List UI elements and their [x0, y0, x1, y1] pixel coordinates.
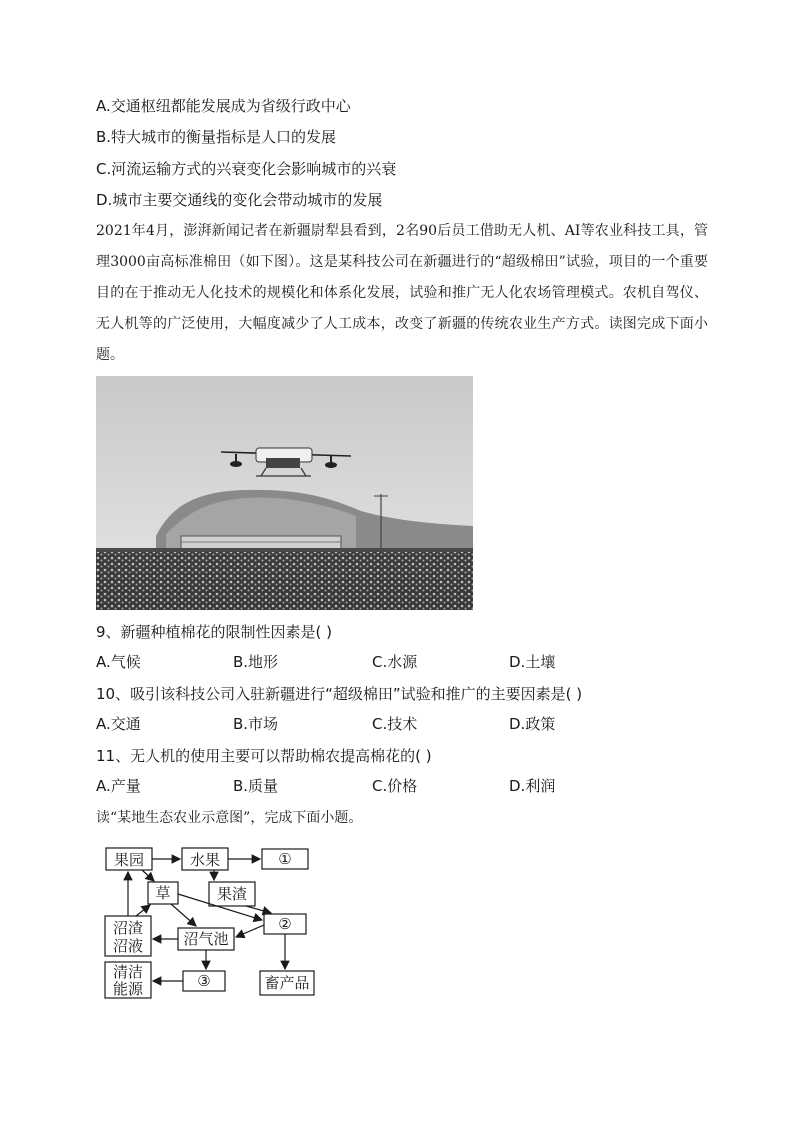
blank1-label: ① — [278, 850, 292, 868]
q9-options — [96, 652, 716, 672]
q10-option-c: C.技术 — [372, 715, 418, 733]
q10-option-d: D.政策 — [509, 715, 556, 733]
option-a-prev: A.交通枢纽都能发展成为省级行政中心 — [96, 97, 351, 115]
fruit-label: 水果 — [189, 851, 221, 869]
q11-options — [96, 776, 716, 796]
q10-option-a: A.交通 — [96, 715, 141, 733]
q9-option-d: D.土壤 — [509, 653, 556, 671]
option-b-prev: B.特大城市的衡量指标是人口的发展 — [96, 128, 337, 146]
residue-label-1: 沼渣 — [112, 919, 144, 937]
residue-label-2: 沼液 — [112, 937, 144, 955]
pomace-label: 果渣 — [216, 885, 248, 903]
option-d-prev: D.城市主要交通线的变化会带动城市的发展 — [96, 191, 383, 209]
reading-passage: 2021年4月，澎湃新闻记者在新疆尉犁县看到，2名90后员工借助无人机、AI等农业科技工具，管理3000亩高标准棉田（如下图）。这是某科技公司在新疆进行的“超级棉田”试验，项目的一个重要目的在于推动无人化技术的规模化和体系化发展，试验和推广无人化农场管理模式。农机自驾仪、无人机等的广泛使用，大幅度减少了人工成本，改变了新疆的传统农业生产方式。读图完成下面小题。 — [96, 223, 708, 363]
q11-option-d: D.利润 — [509, 777, 556, 795]
q11-option-a: A.产量 — [96, 777, 141, 795]
livestock-label: 畜产品 — [264, 974, 310, 992]
grass-label: 草 — [155, 884, 171, 902]
q10-options — [96, 714, 716, 734]
q9-option-a: A.气候 — [96, 653, 141, 671]
q10-stem: 10、吸引该科技公司入驻新疆进行“超级棉田”试验和推广的主要因素是( ) — [96, 685, 583, 703]
diagram-intro: 读“某地生态农业示意图”，完成下面小题。 — [96, 810, 363, 826]
clean-energy-label-2: 能源 — [112, 980, 144, 998]
q10-option-b: B.市场 — [233, 715, 279, 733]
blank2-label: ② — [278, 915, 292, 933]
clean-energy-label-1: 清洁 — [112, 963, 144, 981]
q9-stem: 9、新疆种植棉花的限制性因素是( ) — [96, 623, 333, 641]
option-c-prev: C.河流运输方式的兴衰变化会影响城市的兴衰 — [96, 160, 397, 178]
q11-stem: 11、无人机的使用主要可以帮助棉农提高棉花的( ) — [96, 747, 432, 765]
orchard-label: 果园 — [113, 851, 145, 869]
q9-option-c: C.水源 — [372, 653, 418, 671]
q11-option-b: B.质量 — [233, 777, 279, 795]
q11-option-c: C.价格 — [372, 777, 418, 795]
drone-cotton-field-photo — [96, 376, 473, 610]
q9-option-b: B.地形 — [233, 653, 279, 671]
blank3-label: ③ — [197, 972, 211, 990]
biogas-label: 沼气池 — [183, 930, 229, 948]
eco-agriculture-diagram — [96, 840, 326, 1010]
